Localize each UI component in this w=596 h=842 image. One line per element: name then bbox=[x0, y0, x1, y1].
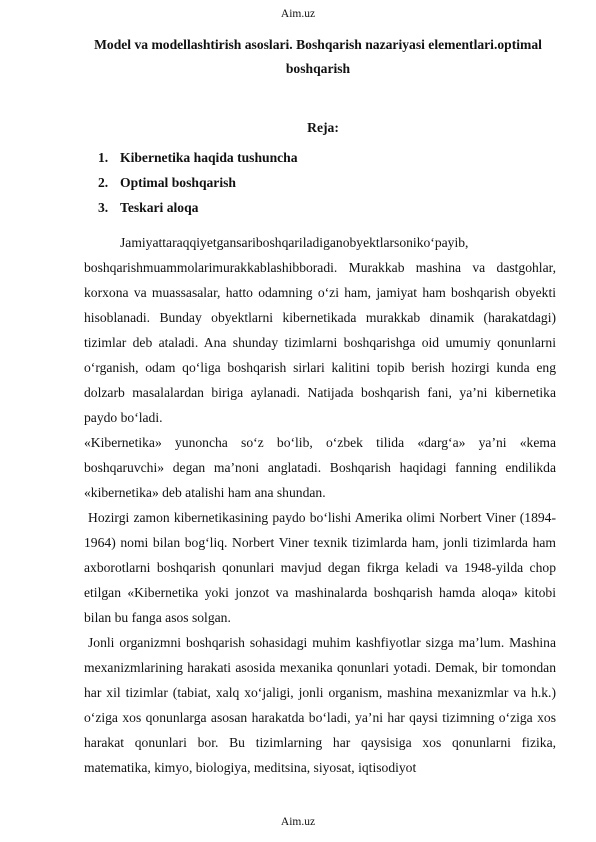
page-header: Aim.uz bbox=[280, 8, 316, 20]
plan-item-text: Teskari aloqa bbox=[120, 200, 199, 215]
plan-item bbox=[98, 170, 298, 195]
plan-item-text: Optimal boshqarish bbox=[120, 175, 236, 190]
plan-item-number: 3. bbox=[98, 200, 109, 215]
plan-item-number: 1. bbox=[98, 150, 109, 165]
paragraph: Jonli organizmni boshqarish sohasidagi muhim kashfiyotlar sizga ma’lum. Mashina mexanizmlarining harakati asosida mexanika qonunlari yotadi. Demak, bir tomondan har xil tizimlar (tabiat, xalq xo‘jaligi, jonli organism, mashina mexanizmlar va h.k.) o‘ziga xos qonunlarga asosan harakatda bo‘ladi, ya’ni har qaysi tizimning o‘ziga xos harakat qonunlari bor. Bu tizimlarning har qaysisiga xos qonunlarni fizika, matematika, kimyo, biologiya, meditsina, siyosat, iqtisodiyot bbox=[84, 635, 556, 775]
plan-item-text: Kibernetika haqida tushuncha bbox=[120, 150, 298, 165]
plan-list bbox=[98, 145, 298, 220]
document-title: Model va modellashtirish asoslari. Boshqarish nazariyasi elementlari.optimal boshqarish bbox=[94, 37, 542, 76]
plan-item bbox=[98, 195, 298, 220]
plan-item bbox=[98, 145, 298, 170]
paragraph: Hozirgi zamon kibernetikasining paydo bo‘lishi Amerika olimi Norbert Viner (1894-1964) nomi bilan bog‘liq. Norbert Viner texnik tizimlarda ham, jonli tizimlarda ham axborotlarni boshqarish qonunlari mavjud degan fikrga keladi va 1948-yilda chop etilgan «Kibernetika yoki jonzot va mashinalarda boshqarish hamda aloqa» kitobi bilan bu fanga asos solgan. bbox=[84, 510, 556, 625]
paragraph: Jamiyattaraqqiyetgansariboshqariladiganobyektlarsoniko‘payib, boshqarishmuammolarimurakkablashibboradi. Murakkab mashina va dastgohlar, korxona va muassasalar, hatto odamning o‘zi ham, jamiyat ham boshqarish obyekti hisoblanadi. Bunday obyektlarni kibernetikada murakkab dinamik (harakatdagi) tizimlar deb ataladi. Ana shunday tizimlarni boshqarishga oid umumiy qonunlarni o‘rganish, odam qo‘liga boshqarish sirlari kalitini topib berish hozirgi kunda eng dolzarb masalalardan biriga aylanadi. Natijada boshqarish fani, ya’ni kibernetika paydo bo‘ladi. bbox=[84, 235, 556, 425]
plan-heading: Reja: bbox=[307, 120, 339, 135]
page-footer: Aim.uz bbox=[280, 816, 316, 828]
paragraph: «Kibernetika» yunoncha so‘z bo‘lib, o‘zbek tilida «darg‘a» ya’ni «kema boshqaruvchi» degan ma’noni anglatadi. Boshqarish haqidagi fanning endilikda «kibernetika» deb atalishi ham ana shundan. bbox=[84, 435, 556, 500]
body-text bbox=[84, 230, 556, 780]
plan-item-number: 2. bbox=[98, 175, 109, 190]
